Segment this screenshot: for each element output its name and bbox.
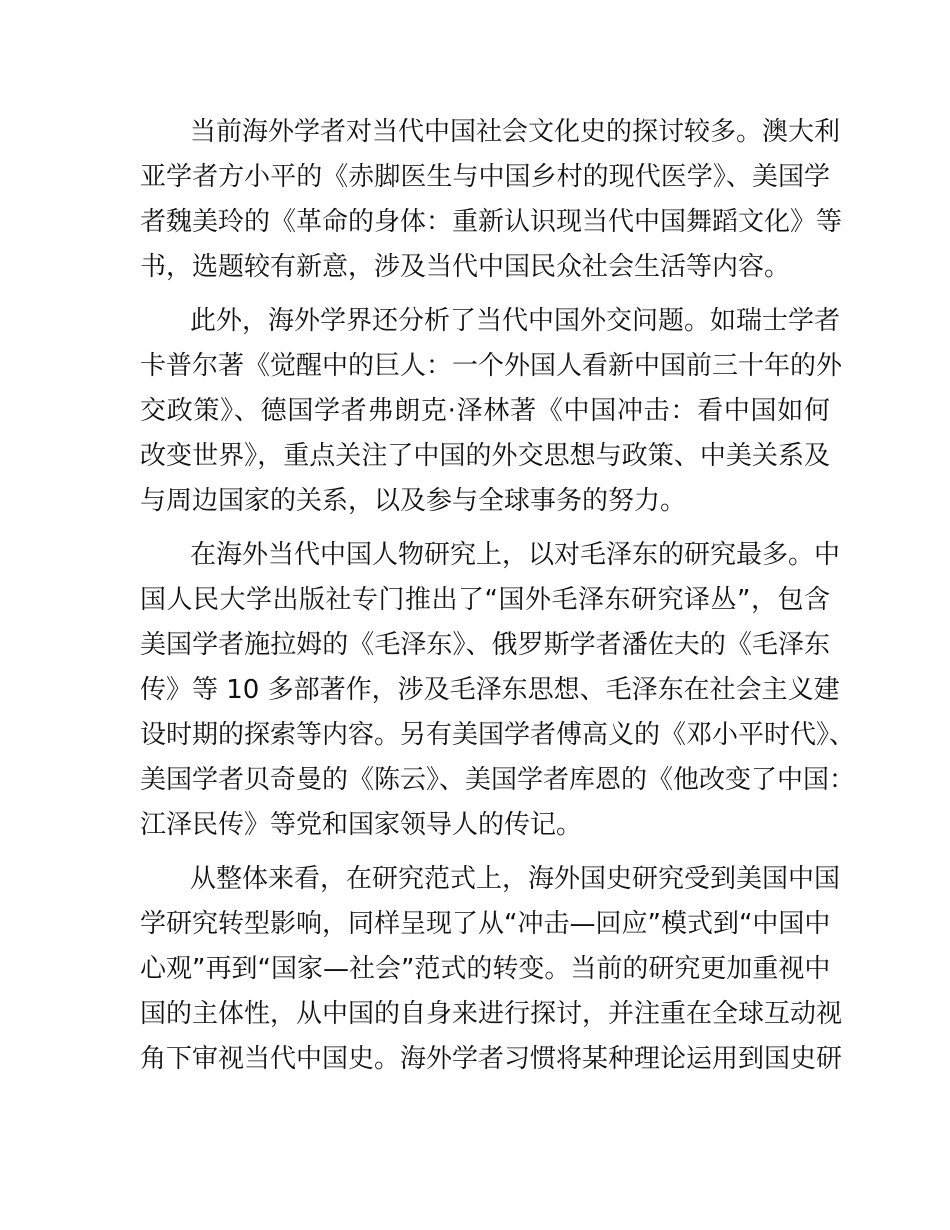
text-line: 与周边国家的关系，以及参与全球事务的努力。 [140,486,687,516]
paragraph-diplomacy [140,299,843,524]
text-line: 国人民大学出版社专门推出了“国外毛泽东研究译丛”，包含 [140,585,830,615]
document-page [140,110,856,1091]
text-line: 学研究转型影响，同样呈现了从“冲击—回应”模式到“中国中 [140,909,831,939]
text-line: 美国学者贝奇曼的《陈云》、美国学者库恩的《他改变了中国： [140,765,856,795]
paragraph-figures [140,533,856,848]
text-line: 者魏美玲的《革命的身体：重新认识现当代中国舞蹈文化》等 [140,207,843,237]
text-line: 心观”再到“国家—社会”范式的转变。当前的研究更加重视中 [140,954,831,984]
paragraph-social-culture [140,110,843,290]
text-line: 江泽民传》等党和国家领导人的传记。 [140,810,583,840]
text-line: 书，选题较有新意，涉及当代中国民众社会生活等内容。 [140,252,791,282]
text-line: 交政策》、德国学者弗朗克·泽林著《中国冲击：看中国如何 [140,396,830,426]
text-line: 国的主体性，从中国的自身来进行探讨，并注重在全球互动视 [140,999,843,1029]
text-line: 改变世界》，重点关注了中国的外交思想与政策、中美关系及 [140,441,830,471]
text-line: 美国学者施拉姆的《毛泽东》、俄罗斯学者潘佐夫的《毛泽东 [140,630,830,660]
text-line: 此外，海外学界还分析了当代中国外交问题。如瑞士学者 [190,306,841,336]
text-line: 从整体来看，在研究范式上，海外国史研究受到美国中国 [190,864,841,894]
text-line: 设时期的探索等内容。另有美国学者傅高义的《邓小平时代》、 [140,720,856,750]
text-line: 卡普尔著《觉醒中的巨人：一个外国人看新中国前三十年的外 [140,351,843,381]
text-line: 传》等 10 多部著作，涉及毛泽东思想、毛泽东在社会主义建 [140,675,840,705]
text-line: 当前海外学者对当代中国社会文化史的探讨较多。澳大利 [190,117,841,147]
text-line: 亚学者方小平的《赤脚医生与中国乡村的现代医学》、美国学 [140,162,830,192]
text-line: 在海外当代中国人物研究上，以对毛泽东的研究最多。中 [190,540,841,570]
text-line: 角下审视当代中国史。海外学者习惯将某种理论运用到国史研 [140,1044,843,1074]
paragraph-paradigm [140,857,843,1082]
